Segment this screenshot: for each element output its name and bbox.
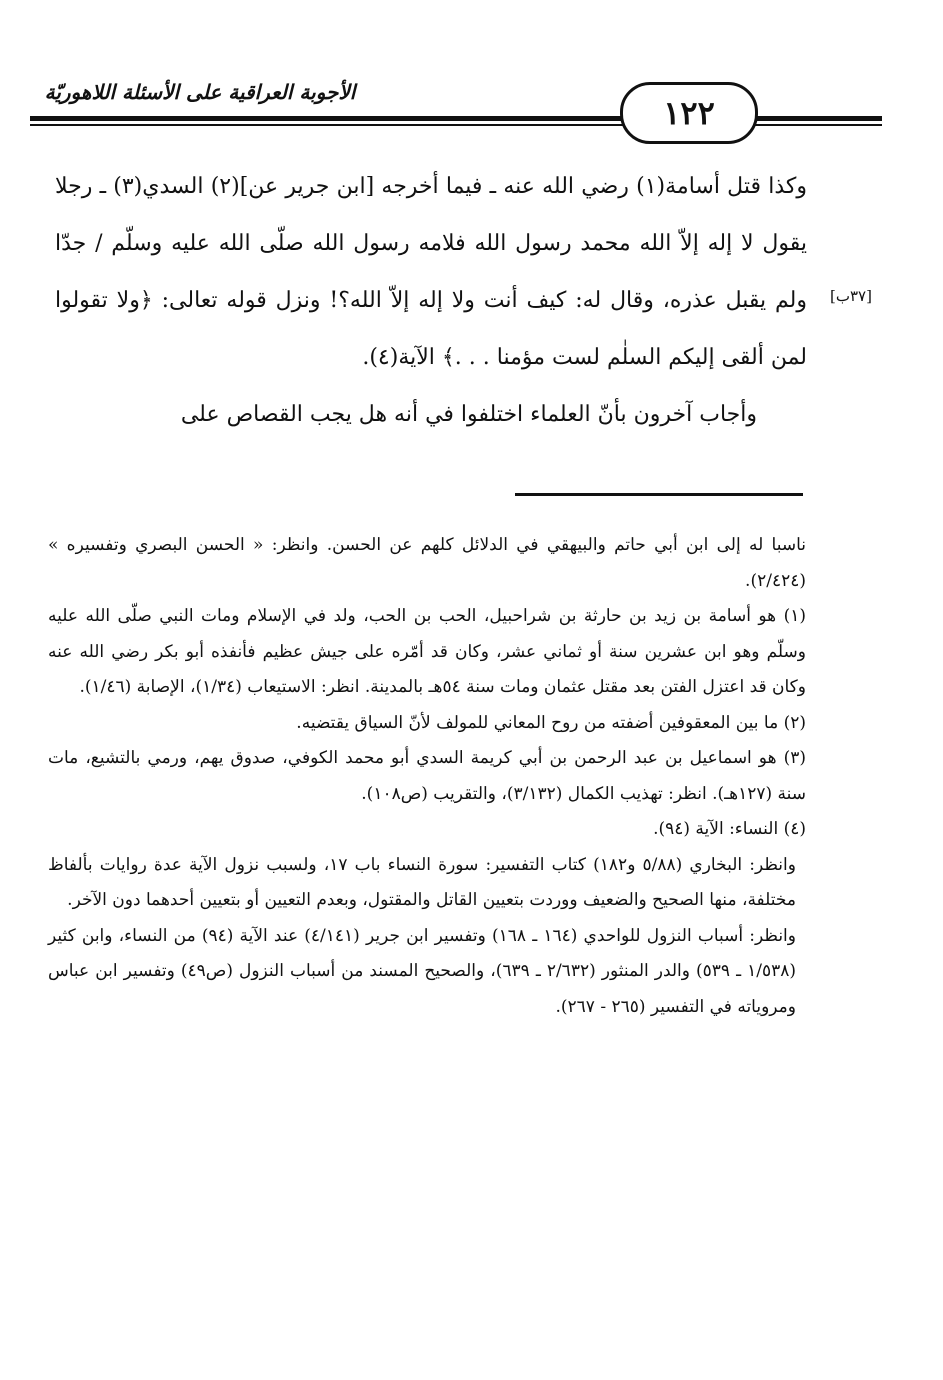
footnote: (٤) النساء: الآية (٩٤).: [653, 819, 806, 839]
running-header-title: الأجوبة العراقية على الأسئلة اللاهوريّة: [44, 80, 356, 104]
footnote-separator: [515, 493, 803, 496]
page-number: ١٢٢: [620, 82, 758, 144]
footnote-continuation: ناسبا له إلى ابن أبي حاتم والبيهقي في الدلائل كلهم عن الحسن. وانظر: « الحسن البصري وتفسيره » (٢/٤٢٤).: [48, 535, 806, 591]
footnote: (٢) ما بين المعقوفين أضفته من روح المعاني للمولف لأنّ السياق يقتضيه.: [296, 712, 806, 733]
manuscript-folio-marker: [٣٧ب]: [830, 287, 872, 305]
footnote: (٣) هو اسماعيل بن عبد الرحمن بن أبي كريمة السدي أبو محمد الكوفي، صدوق يهم، ورمي بالتشيع، مات سنة (١٢٧هـ). انظر: تهذيب الكمال (٣/١٣٢)، والتقريب (ص١٠٨).: [48, 748, 806, 804]
footnote-extra: وانظر: أسباب النزول للواحدي (١٦٤ ـ ١٦٨) وتفسير ابن جرير (٤/١٤١) عند الآية (٩٤) من النساء، وابن كثير (١/٥٣٨ ـ ٥٣٩) والدر المنثور (٢/٦٣٢ ـ ٦٣٩)، والصحيح المسند من أسباب النزول (ص٤٩) وتفسير ابن عباس ومروياته في التفسير (٢٦٥ - ٢٦٧).: [48, 925, 796, 1017]
footnotes: [48, 528, 806, 1025]
body-paragraph: وأجاب آخرون بأنّ العلماء اختلفوا في أنه هل يجب القصاص على: [180, 402, 757, 427]
body-paragraph: وكذا قتل أسامة(١) رضي الله عنه ـ فيما أخرجه [ابن جرير عن](٢) السدي(٣) ـ رجلا يقول لا إله إلاّ الله محمد رسول الله فلامه رسول الله صلّى الله عليه وسلّم / جدّا ولم يقبل عذره، وقال له: كيف أنت ولا إله إلاّ الله؟! ونزل قوله تعالى: ﴿ولا تقولوا لمن ألقى إليكم السلٰم لست مؤمنا . . .﴾ الآية(٤).: [55, 174, 807, 370]
main-text: [55, 158, 807, 443]
footnote: (١) هو أسامة بن زيد بن حارثة بن شراحبيل، الحب بن الحب، ولد في الإسلام ومات النبي صلّى الله عليه وسلّم وهو ابن عشرين سنة أو ثماني عشر، وكان قد أمّره على جيش عظيم فأنفذه أبو بكر رضي الله عنه وكان قد اعتزل الفتن بعد مقتل عثمان ومات سنة ٥٤هـ بالمدينة. انظر: الاستيعاب (١/٣٤)، الإصابة (١/٤٦).: [48, 606, 806, 697]
footnote-extra: وانظر: البخاري (٥/٨٨ و١٨٢) كتاب التفسير: سورة النساء باب ١٧، ولسبب نزول الآية عدة روايات بألفاظ مختلفة، منها الصحيح والضعيف ووردت بتعيين القاتل والمقتول، وبعدم التعيين أو بتعيين أحدهما دون الآخر.: [48, 854, 796, 910]
